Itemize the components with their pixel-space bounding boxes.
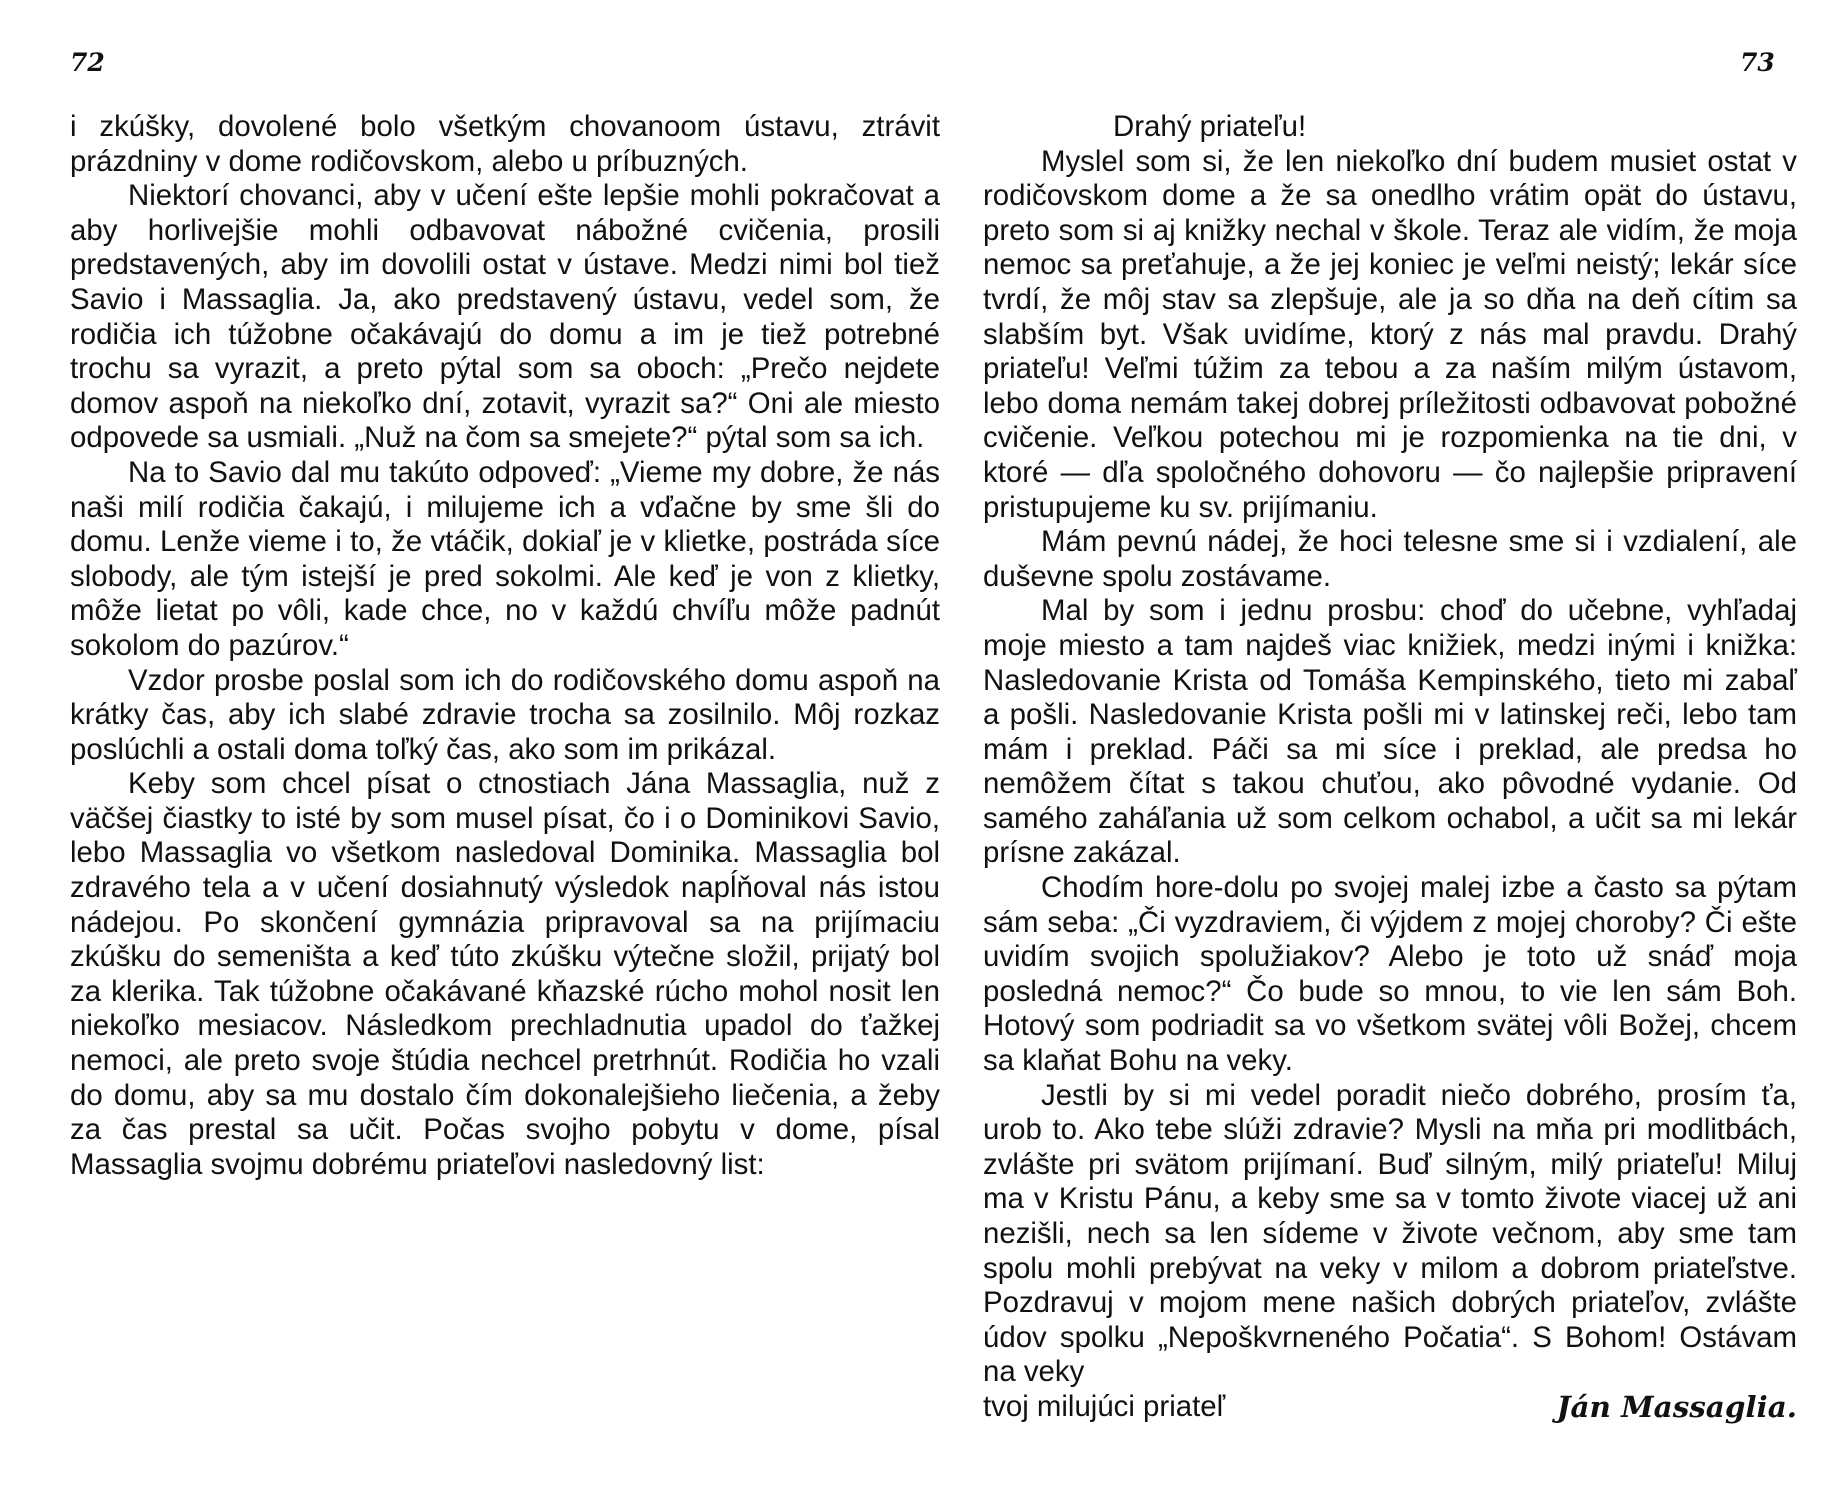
paragraph: Mal by som i jednu prosbu: choď do učebne, vyhľadaj moje miesto a tam najdeš viac knižiek, medzi inými i knižka: Nasledovanie Krista od Tomáša Kempinského, tieto mi zabaľ a pošli. Nasledovanie Krista pošli mi v latinskej reči, lebo tam mám i preklad. Páči sa mi síce i preklad, ale predsa ho nemôžem čítat s takou chuťou, ako pôvodné vydanie. Od samého zaháľania už som celkom ochabol, a učit sa mi lekár prísne zakázal. xyxy=(983,594,1797,870)
left-page-text xyxy=(70,110,940,1182)
paragraph: i zkúšky, dovolené bolo všetkým chovanoom ústavu, ztrávit prázdniny v dome rodičovskom, alebo u príbuzných. xyxy=(70,110,940,178)
paragraph: Vzdor prosbe poslal som ich do rodičovského domu aspoň na krátky čas, aby ich slabé zdravie trocha sa zosilnilo. Môj rozkaz poslúchli a ostali doma toľký čas, ako som im prikázal. xyxy=(70,663,940,766)
left-page-number: 72 xyxy=(70,48,105,77)
paragraph: Chodím hore-dolu po svojej malej izbe a často sa pýtam sám seba: „Či vyzdraviem, či výjdem z mojej choroby? Či ešte uvidím svojich spolužiakov? Alebo je toto už snáď moja posledná nemoc?“ Čo bude so mnou, to vie len sám Boh. Hotový som podriadit sa vo všetkom svätej vôli Božej, chcem sa klaňat Bohu na veky. xyxy=(983,871,1797,1078)
paragraph: Na to Savio dal mu takúto odpoveď: „Vieme my dobre, že nás naši milí rodičia čakajú, i milujeme ich a vďačne by sme šli do domu. Lenže vieme i to, že vtáčik, dokiaľ je v klietke, postráda síce slobody, ale tým istejší je pred sokolmi. Ale keď je von z klietky, môže lietat po vôli, kade chce, no v každú chvíľu môže padnút sokolom do pazúrov.“ xyxy=(70,455,940,662)
letter-signature: Ján Massaglia. xyxy=(1556,1388,1797,1424)
paragraph: Niektorí chovanci, aby v učení ešte lepšie mohli pokračovat a aby horlivejšie mohli odbavovat nábožné cvičenia, prosili predstavených, aby im dovolili ostat v ústave. Medzi nimi bol tiež Savio i Massaglia. Ja, ako predstavený ústavu, vedel som, že rodičia ich túžobne očakávajú do domu a im je tiež potrebné trochu sa vyrazit, a preto pýtal som sa oboch: „Prečo nejdete domov aspoň na niekoľko dní, zotavit, vyrazit sa?“ Oni ale miesto odpovede sa usmiali. „Nuž na čom sa smejete?“ pýtal som sa ich. xyxy=(70,179,940,455)
paragraph: Mám pevnú nádej, že hoci telesne sme si i vzdialení, ale duševne spolu zostávame. xyxy=(983,525,1797,593)
letter-closing: tvoj milujúci priateľ xyxy=(983,1389,1226,1423)
paragraph: Jestli by si mi vedel poradit niečo dobrého, prosím ťa, urob to. Ako tebe slúži zdravie? Mysli na mňa pri modlitbách, zvlášte pri svätom prijímaní. Buď silným, milý priateľu! Miluj ma v Kristu Pánu, a keby sme sa v tomto živote viacej už ani nezišli, nech sa len sídeme v živote večnom, aby sme tam spolu mohli prebývat na veky v milom a dobrom priateľstve. Pozdravuj v mojom mene našich dobrých priateľov, zvlášte údov spolku „Nepoškvrneného Počatia“. S Bohom! Ostávam na veky xyxy=(983,1078,1797,1389)
paragraph: Keby som chcel písat o ctnostiach Jána Massaglia, nuž z väčšej čiastky to isté by som musel písat, čo i o Dominikovi Savio, lebo Massaglia vo všetkom nasledoval Dominika. Massaglia bol zdravého tela a v učení dosiahnutý výsledok napĺňoval nás istou nádejou. Po skončení gymnázia pripravoval sa na prijímaciu zkúšku do semeništa a keď túto zkúšku výtečne složil, prijatý bol za klerika. Tak túžobne očakávané kňazské rúcho mohol nosit len niekoľko mesiacov. Následkom prechladnutia upadol do ťažkej nemoci, ale preto svoje štúdia nechcel pretrhnút. Rodičia ho vzali do domu, aby sa mu dostalo čím dokonalejšieho liečenia, a žeby za čas prestal sa učit. Počas svojho pobytu v dome, písal Massaglia svojmu dobrému priateľovi nasledovný list: xyxy=(70,767,940,1181)
letter-salutation: Drahý priateľu! xyxy=(1113,110,1307,143)
right-page-letter xyxy=(983,110,1797,1425)
paragraph: Myslel som si, že len niekoľko dní budem musiet ostat v rodičovskom dome a že sa onedlho vrátim opät do ústavu, preto som si aj knižky nechal v škole. Teraz ale vidím, že moja nemoc sa preťahuje, a že jej koniec je veľmi neistý; lekár síce tvrdí, že môj stav sa zlepšuje, ale ja so dňa na deň cítim sa slabším byt. Však uvidíme, ktorý z nás mal pravdu. Drahý priateľu! Veľmi túžim za tebou a za naším milým ústavom, lebo doma nemám takej dobrej príležitosti odbavovat pobožné cvičenie. Veľkou potechou mi je rozpomienka na tie dni, v ktoré — dľa spoločného dohovoru — čo najlepšie pripravení pristupujeme ku sv. prijímaniu. xyxy=(983,144,1797,524)
letter-closing-line xyxy=(983,1390,1797,1425)
right-page-number: 73 xyxy=(1740,48,1775,77)
